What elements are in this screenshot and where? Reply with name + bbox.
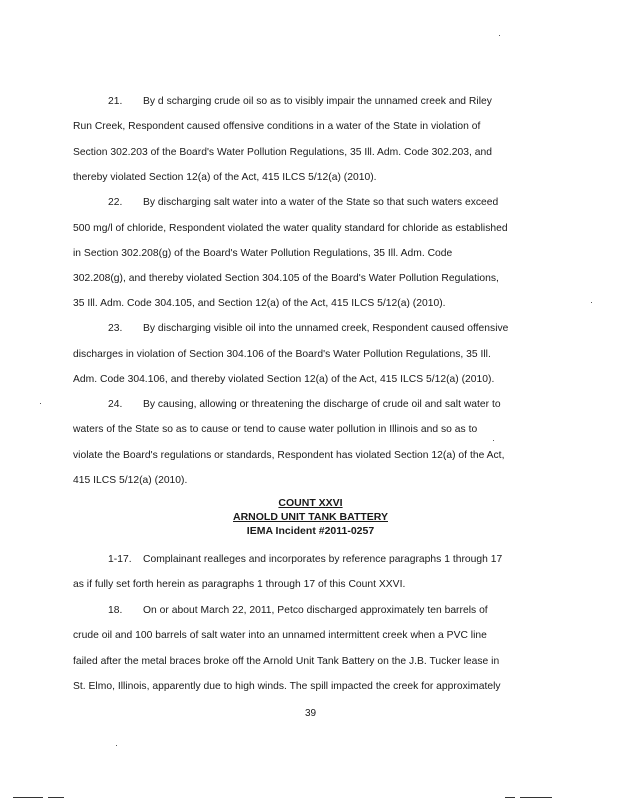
paragraph-line: violate the Board's regulations or standards, Respondent has violated Section 12(a) of the Act, xyxy=(73,450,505,461)
paragraph-line: crude oil and 100 barrels of salt water into an unnamed intermittent creek when a PVC line xyxy=(73,630,487,641)
paragraph-line: Complainant realleges and incorporates by reference paragraphs 1 through 17 xyxy=(143,554,503,565)
paragraph-line: By discharging salt water into a water of the State so that such waters exceed xyxy=(143,197,499,208)
scan-edge-mark xyxy=(520,797,552,798)
paragraph-number: 18. xyxy=(108,605,123,616)
paragraph-number: 21. xyxy=(108,96,123,107)
paragraph-line: 302.208(g), and thereby violated Section 304.105 of the Board's Water Pollution Regulations, xyxy=(73,273,499,284)
paragraph-line: discharges in violation of Section 304.106 of the Board's Water Pollution Regulations, 35 Ill. xyxy=(73,349,491,360)
scan-speck xyxy=(116,745,117,746)
page-number: 39 xyxy=(304,708,317,719)
paragraph-line: waters of the State so as to cause or tend to cause water pollution in Illinois and so as to xyxy=(73,424,478,435)
paragraph-number: 24. xyxy=(108,399,123,410)
paragraph-line: By discharging visible oil into the unnamed creek, Respondent caused offensive xyxy=(143,323,509,334)
paragraph-line: On or about March 22, 2011, Petco discharged approximately ten barrels of xyxy=(143,605,488,616)
paragraph-line: 35 Ill. Adm. Code 304.105, and Section 12(a) of the Act, 415 ILCS 5/12(a) (2010). xyxy=(73,298,446,309)
scan-edge-mark xyxy=(13,797,43,798)
paragraph-number: 23. xyxy=(108,323,123,334)
paragraph-line: Section 302.203 of the Board's Water Pollution Regulations, 35 Ill. Adm. Code 302.203, and xyxy=(73,147,492,158)
count-subtitle: ARNOLD UNIT TANK BATTERY xyxy=(233,511,388,523)
paragraph-line: By causing, allowing or threatening the discharge of crude oil and salt water to xyxy=(143,399,501,410)
scan-edge-mark xyxy=(48,797,64,798)
scan-speck xyxy=(591,302,592,303)
paragraph-line: 415 ILCS 5/12(a) (2010). xyxy=(73,475,188,486)
paragraph-number: 1-17. xyxy=(108,554,132,565)
scan-speck xyxy=(499,35,500,36)
paragraph-line: 500 mg/l of chloride, Respondent violated the water quality standard for chloride as established xyxy=(73,223,508,234)
paragraph-line: Adm. Code 304.106, and thereby violated Section 12(a) of the Act, 415 ILCS 5/12(a) (2010). xyxy=(73,374,495,385)
paragraph-line: thereby violated Section 12(a) of the Act, 415 ILCS 5/12(a) (2010). xyxy=(73,172,377,183)
paragraph-line: as if fully set forth herein as paragraphs 1 through 17 of this Count XXVI. xyxy=(73,579,406,590)
paragraph-line: By d scharging crude oil so as to visibly impair the unnamed creek and Riley xyxy=(143,96,492,107)
scan-edge-mark xyxy=(505,797,515,798)
count-incident: IEMA Incident #2011-0257 xyxy=(246,525,375,537)
paragraph-line: failed after the metal braces broke off the Arnold Unit Tank Battery on the J.B. Tucker lease in xyxy=(73,656,500,667)
paragraph-line: Run Creek, Respondent caused offensive conditions in a water of the State in violation of xyxy=(73,121,481,132)
scan-speck xyxy=(493,440,494,441)
scan-speck xyxy=(40,403,41,404)
count-title: COUNT XXVI xyxy=(278,497,343,509)
paragraph-line: in Section 302.208(g) of the Board's Water Pollution Regulations, 35 Ill. Adm. Code xyxy=(73,248,453,259)
paragraph-number: 22. xyxy=(108,197,123,208)
paragraph-line: St. Elmo, Illinois, apparently due to high winds. The spill impacted the creek for approximately xyxy=(73,681,501,692)
